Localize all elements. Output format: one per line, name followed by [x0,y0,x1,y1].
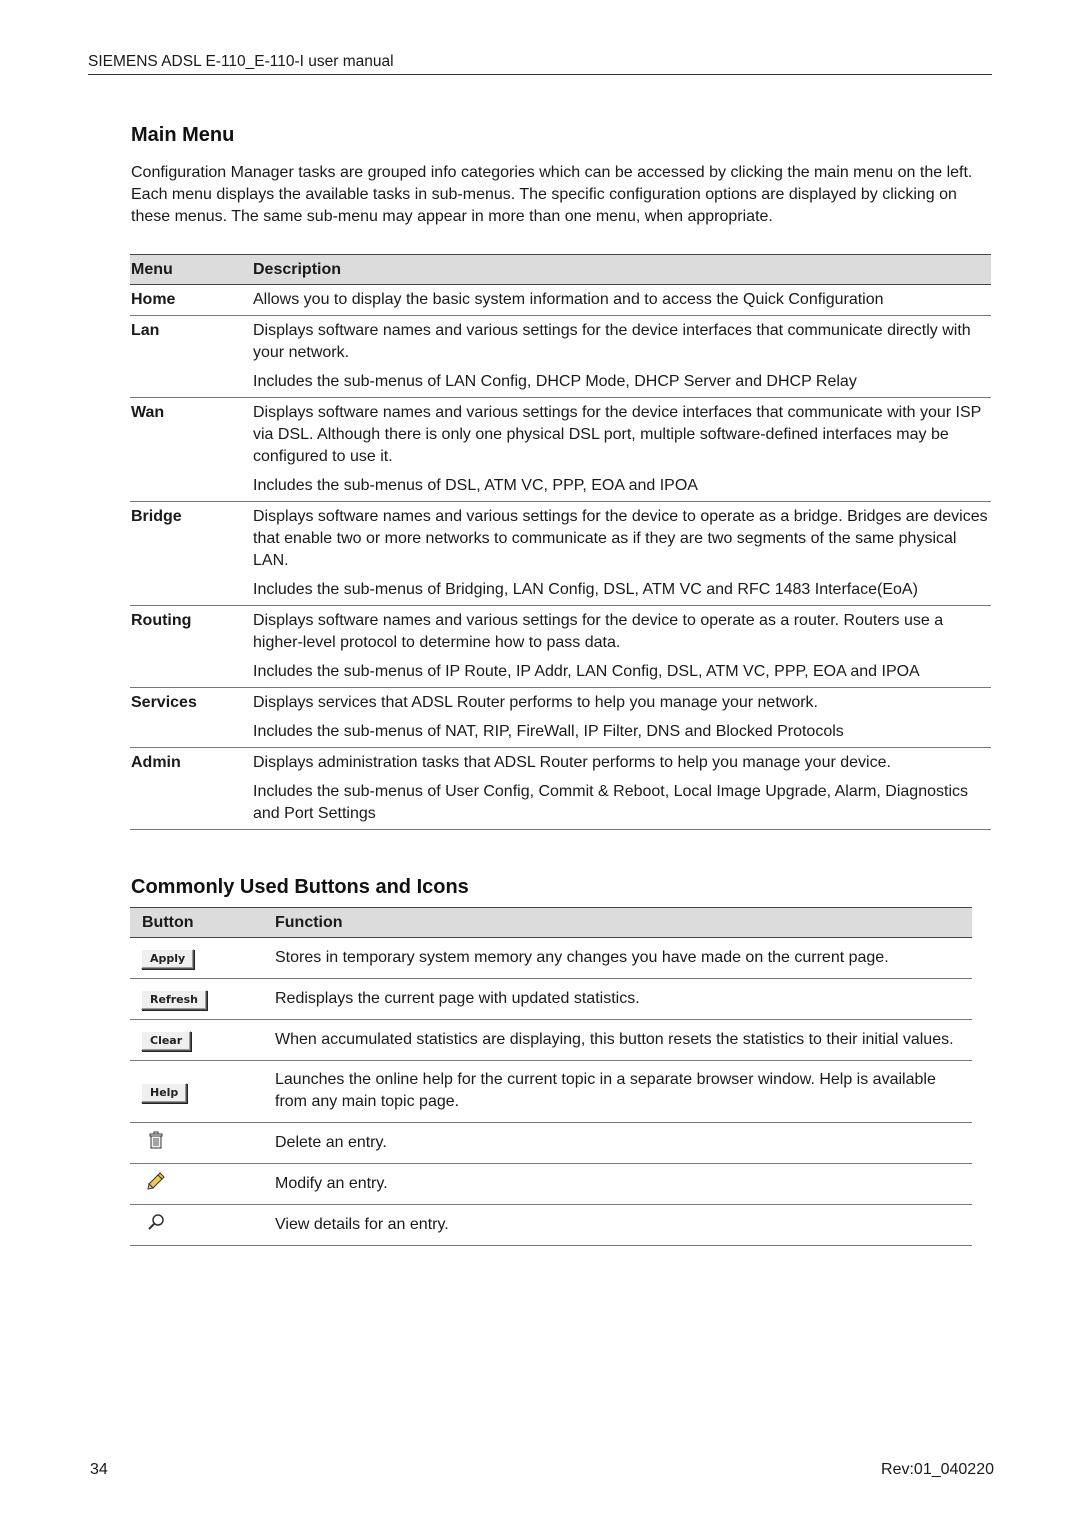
menu-description: Displays software names and various settings for the device interfaces that communicate with your ISP via DSL. Although there is only one physical DSL port, multiple software-defined interfaces may be configured to use it. [253,404,982,465]
table-row [130,285,991,316]
function-description: Delete an entry. [275,1123,972,1164]
table-row [130,316,991,398]
menu-description: Allows you to display the basic system information and to access the Quick Configuration [253,291,884,308]
column-header-button: Button [130,908,275,938]
main-menu-intro: Configuration Manager tasks are grouped info categories which can be accessed by clicking the main menu on the left. Each menu displays the available tasks in sub-menus. The specific configuration options are displayed by clicking on these menus. The same sub-menu may appear in more than one menu, when appropriate. [131,164,973,225]
menu-submenus: Includes the sub-menus of NAT, RIP, FireWall, IP Filter, DNS and Blocked Protocols [253,723,844,740]
function-description: View details for an entry. [275,1205,972,1246]
function-description: Stores in temporary system memory any changes you have made on the current page. [275,938,972,979]
menu-submenus: Includes the sub-menus of Bridging, LAN Config, DSL, ATM VC and RFC 1483 Interface(EoA) [253,581,918,598]
function-description: Modify an entry. [275,1164,972,1205]
magnifier-icon[interactable] [145,1211,167,1233]
table-row [130,1205,972,1246]
menu-submenus: Includes the sub-menus of DSL, ATM VC, PPP, EOA and IPOA [253,477,698,494]
table-row [130,1164,972,1205]
menu-name: Admin [130,748,253,830]
menu-name: Home [130,285,253,316]
menu-submenus: Includes the sub-menus of LAN Config, DHCP Mode, DHCP Server and DHCP Relay [253,373,857,390]
table-row [130,606,991,688]
menu-description: Displays software names and various settings for the device to operate as a bridge. Bridges are devices that enable two or more networks to communicate as if they are two segments of the same physical LAN. [253,508,988,569]
menu-description: Displays software names and various settings for the device to operate as a router. Routers use a higher-level protocol to determine how to pass data. [253,612,944,651]
table-row [130,1123,972,1164]
function-description: When accumulated statistics are displaying, this button resets the statistics to their initial values. [275,1020,972,1061]
buttons-table [130,907,972,1246]
menu-name: Services [130,688,253,748]
page-header [88,52,992,75]
revision-label: Rev:01_040220 [881,1461,994,1478]
page-number: 34 [90,1461,108,1478]
function-description: Launches the online help for the current topic in a separate browser window. Help is available from any main topic page. [275,1061,972,1123]
table-row [130,398,991,502]
table-row [130,938,972,979]
clear-button[interactable]: Clear [141,1031,191,1051]
trash-icon[interactable] [145,1129,167,1151]
table-row [130,1061,972,1123]
apply-button[interactable]: Apply [141,949,194,969]
buttons-heading: Commonly Used Buttons and Icons [131,876,469,898]
document-title: SIEMENS ADSL E-110_E-110-I user manual [88,53,394,70]
table-row [130,688,991,748]
table-row [130,979,972,1020]
refresh-button[interactable]: Refresh [141,990,207,1010]
menu-description: Displays software names and various settings for the device interfaces that communicate directly with your network. [253,322,971,361]
menu-description: Displays services that ADSL Router performs to help you manage your network. [253,694,818,711]
column-header-menu: Menu [130,255,253,285]
menu-name: Wan [130,398,253,502]
menu-name: Routing [130,606,253,688]
menu-name: Bridge [130,502,253,606]
column-header-function: Function [275,908,972,938]
main-menu-heading: Main Menu [131,124,235,146]
menu-submenus: Includes the sub-menus of IP Route, IP Addr, LAN Config, DSL, ATM VC, PPP, EOA and IPOA [253,663,920,680]
pencil-icon[interactable] [145,1170,167,1192]
function-description: Redisplays the current page with updated statistics. [275,979,972,1020]
table-row [130,1020,972,1061]
table-row [130,502,991,606]
menu-description: Displays administration tasks that ADSL Router performs to help you manage your device. [253,754,891,771]
table-row [130,748,991,830]
column-header-description: Description [253,255,991,285]
main-menu-table [130,254,991,830]
help-button[interactable]: Help [141,1083,187,1103]
menu-submenus: Includes the sub-menus of User Config, Commit & Reboot, Local Image Upgrade, Alarm, Diagnostics and Port Settings [253,783,968,822]
menu-name: Lan [130,316,253,398]
